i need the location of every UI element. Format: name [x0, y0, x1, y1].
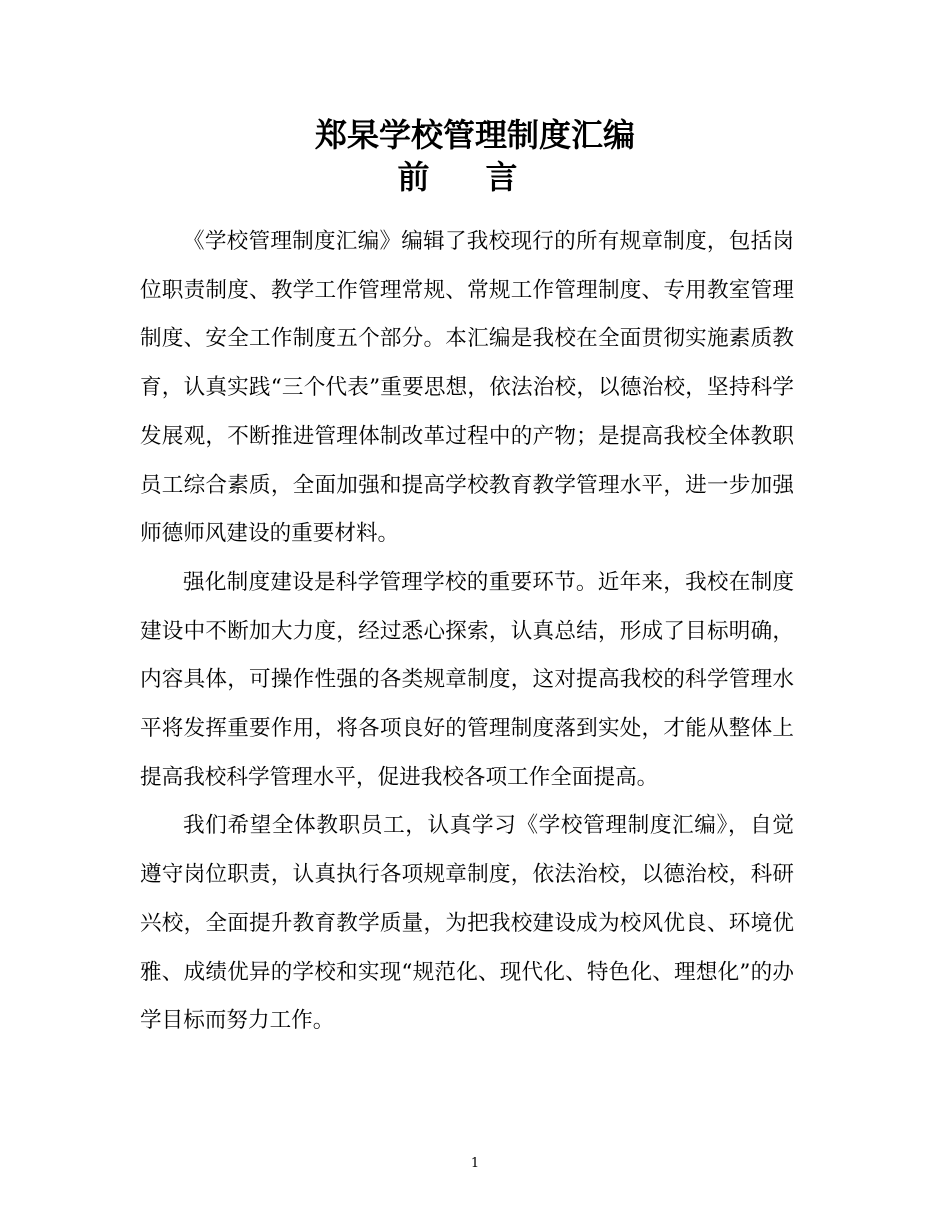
page-number: 1 [470, 1156, 480, 1171]
paragraph: 我们希望全体教职员工，认真学习《学校管理制度汇编》，自觉遵守岗位职责，认真执行各项规章制度，依法治校，以德治校，科研兴校，全面提升教育教学质量，为把我校建设成为校风优良、环境优雅、成绩优异的学校和实现“规范化、现代化、特色化、理想化”的办学目标而努力工作。 [140, 813, 794, 1034]
preface-heading-char-2: 言 [485, 158, 518, 196]
preface-body [140, 218, 794, 1046]
paragraph: 强化制度建设是科学管理学校的重要环节。近年来，我校在制度建设中不断加大力度，经过悉心探索，认真总结，形成了目标明确，内容具体，可操作性强的各类规章制度，这对提高我校的科学管理水平将发挥重要作用，将各项良好的管理制度落到实处，才能从整体上提高我校科学管理水平，促进我校各项工作全面提高。 [140, 569, 794, 790]
paragraph: 《学校管理制度汇编》编辑了我校现行的所有规章制度，包括岗位职责制度、教学工作管理常规、常规工作管理制度、专用教室管理制度、安全工作制度五个部分。本汇编是我校在全面贯彻实施素质教育，认真实践“三个代表”重要思想，依法治校，以德治校，坚持科学发展观，不断推进管理体制改革过程中的产物；是提高我校全体教职员工综合素质，全面加强和提高学校教育教学管理水平，进一步加强师德师风建设的重要材料。 [140, 229, 794, 547]
document-title: 郑杲学校管理制度汇编 [314, 116, 635, 154]
preface-heading [0, 154, 915, 200]
preface-heading-char-1: 前 [397, 158, 430, 196]
